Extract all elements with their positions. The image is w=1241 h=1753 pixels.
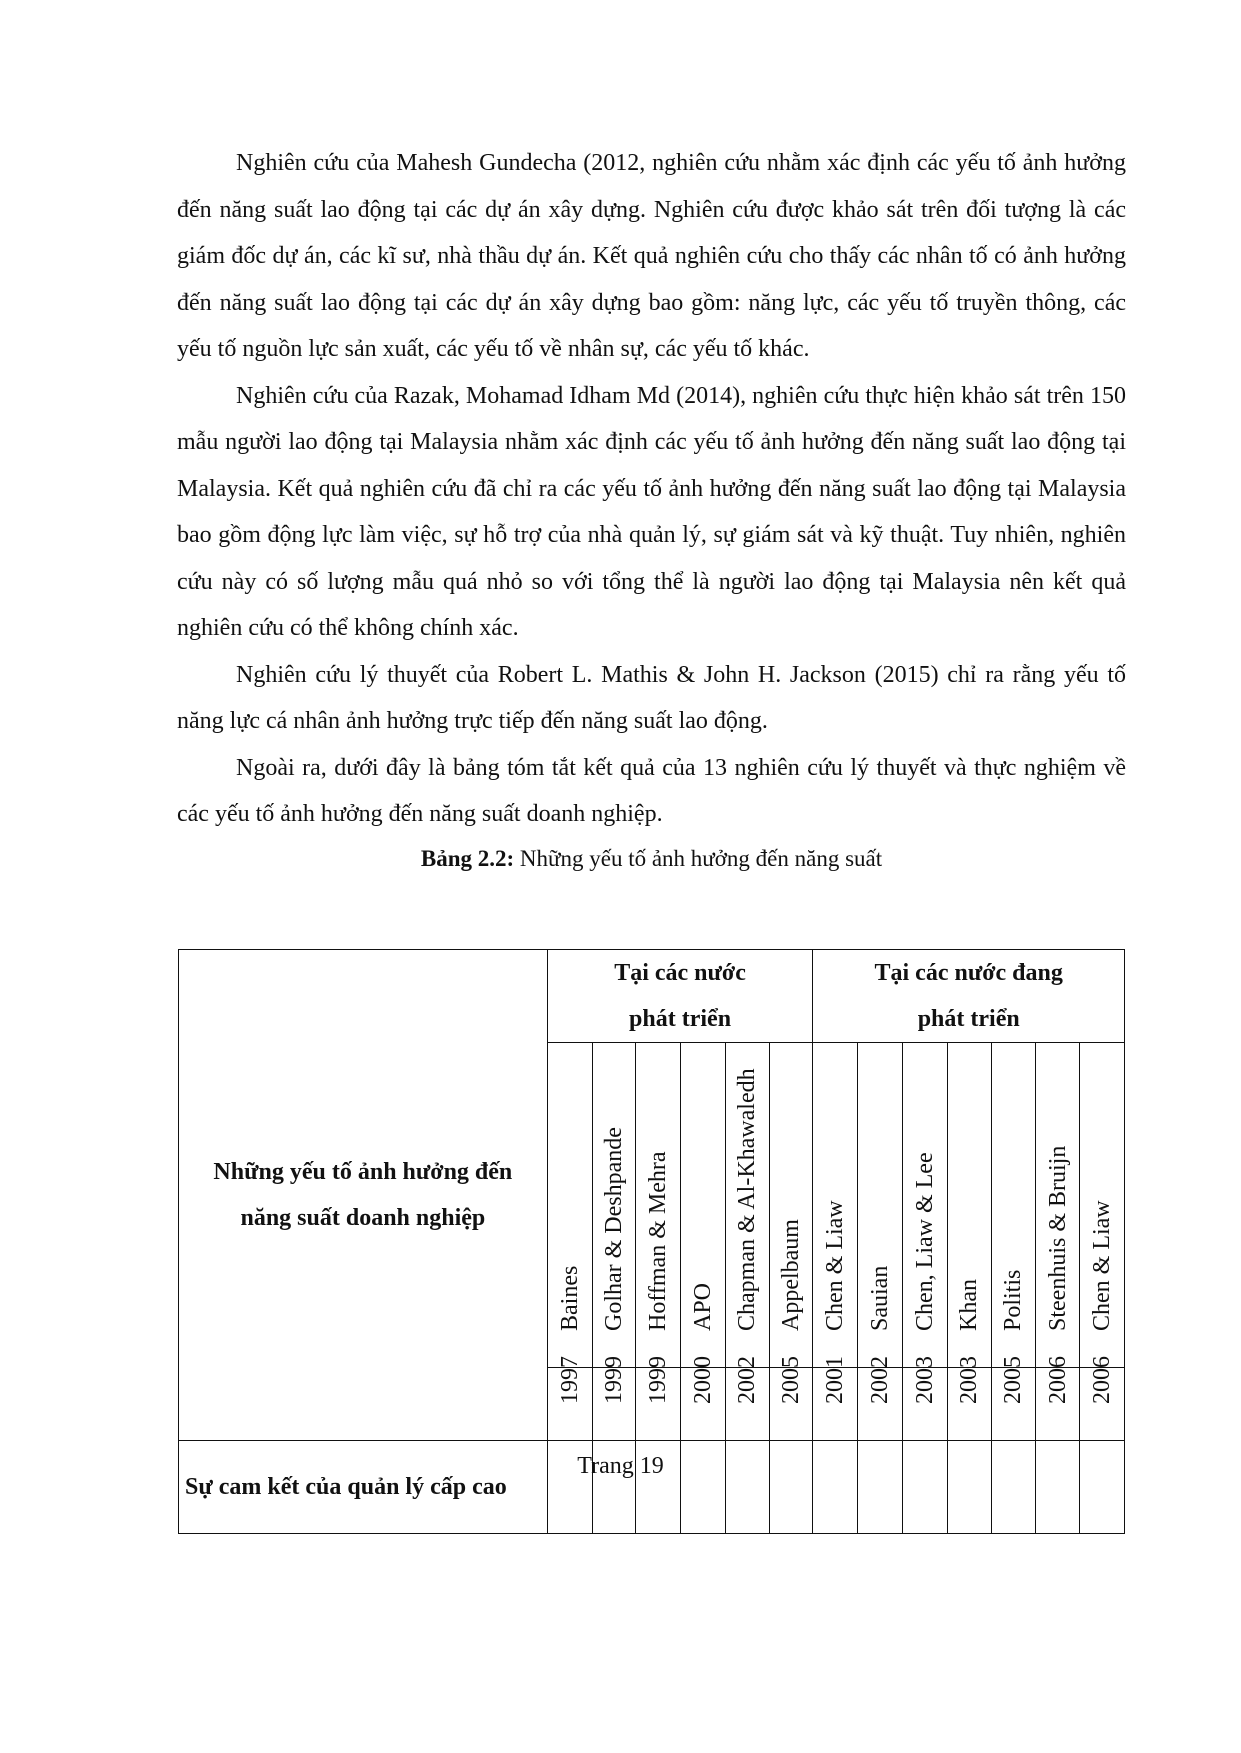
year-value: 1997 <box>556 1356 583 1404</box>
left-header-text: Những yếu tố ảnh hưởng đến năng suất doanh nghiệp <box>213 1159 513 1231</box>
year-value: 2002 <box>734 1356 761 1404</box>
year-cell <box>725 1356 769 1441</box>
year-cell <box>947 1356 991 1441</box>
year-value: 2003 <box>911 1356 938 1404</box>
author-cell <box>681 1043 726 1368</box>
author-name: Chen, Liaw & Lee <box>911 1152 938 1331</box>
table-caption <box>177 844 1126 882</box>
year-value: 2005 <box>777 1356 804 1404</box>
author-name: Chen & Liaw <box>1089 1200 1116 1331</box>
author-name: Steenhuis & Bruijn <box>1044 1145 1071 1331</box>
paragraph-2: Nghiên cứu của Razak, Mohamad Idham Md (2014), nghiên cứu thực hiện khảo sát trên 150 mẫu người lao động tại Malaysia nhằm xác định các yếu tố ảnh hưởng đến năng suất lao động tại Malaysia. Kết quả nghiên cứu đã chỉ ra các yếu tố ảnh hưởng đến năng suất lao động tại Malaysia bao gồm động lực làm việc, sự hỗ trợ của nhà quản lý, sự giám sát và kỹ thuật. Tuy nhiên, nghiên cứu này có số lượng mẫu quá nhỏ so với tổng thể là người lao động tại Malaysia nên kết quả nghiên cứu có thể không chính xác. <box>177 382 1126 641</box>
year-cell <box>991 1356 1036 1441</box>
author-name: Sauian <box>867 1265 894 1331</box>
author-cell <box>725 1043 769 1368</box>
group-developed-text: Tại các nước phát triển <box>614 960 746 1032</box>
year-cell <box>547 1356 592 1441</box>
author-name: Politis <box>1000 1269 1027 1331</box>
row-label-top-management: Sự cam kết của quản lý cấp cao <box>179 1441 548 1534</box>
author-cell <box>592 1043 636 1368</box>
year-value: 2002 <box>867 1356 894 1404</box>
year-cell <box>681 1356 726 1441</box>
year-value: 1999 <box>645 1356 672 1404</box>
page-number: Trang 19 <box>577 1453 664 1479</box>
author-name: Baines <box>556 1265 583 1331</box>
year-cell <box>813 1356 858 1441</box>
author-name: Appelbaum <box>777 1219 804 1331</box>
author-cell <box>813 1043 858 1368</box>
author-name: Khan <box>956 1279 983 1331</box>
author-cell <box>1036 1043 1080 1368</box>
year-cell <box>903 1356 948 1441</box>
author-cell <box>547 1043 592 1368</box>
year-cell <box>636 1356 681 1441</box>
author-cell <box>1080 1043 1125 1368</box>
author-cell <box>991 1043 1036 1368</box>
left-header-cell <box>179 950 548 1441</box>
author-name: Chapman & Al-Khawaledh <box>734 1068 761 1331</box>
author-cell <box>947 1043 991 1368</box>
table-caption-text: Những yếu tố ảnh hưởng đến năng suất <box>514 845 883 871</box>
author-name: APO <box>689 1282 716 1331</box>
year-cell <box>592 1356 636 1441</box>
year-value: 1999 <box>600 1356 627 1404</box>
year-cell <box>1080 1356 1125 1441</box>
year-value: 2001 <box>822 1356 849 1404</box>
author-cell <box>858 1043 903 1368</box>
factors-table <box>178 949 1125 1534</box>
group-developed-cell <box>547 950 813 1043</box>
paragraph-3: Nghiên cứu lý thuyết của Robert L. Mathis & John H. Jackson (2015) chỉ ra rằng yếu tố năng lực cá nhân ảnh hưởng trực tiếp đến năng suất lao động. <box>177 661 1126 734</box>
table-caption-number: Bảng 2.2: <box>420 845 515 871</box>
year-cell <box>769 1356 813 1441</box>
author-cell <box>769 1043 813 1368</box>
year-value: 2005 <box>1000 1356 1027 1404</box>
author-name: Golhar & Deshpande <box>600 1127 627 1331</box>
year-value: 2006 <box>1044 1356 1071 1404</box>
year-value: 2000 <box>689 1356 716 1404</box>
year-cell <box>1036 1356 1080 1441</box>
year-value: 2003 <box>956 1356 983 1404</box>
author-name: Hoffman & Mehra <box>645 1151 672 1331</box>
group-developing-text: Tại các nước đang phát triển <box>874 960 1063 1032</box>
author-name: Chen & Liaw <box>822 1200 849 1331</box>
paragraph-4: Ngoài ra, dưới đây là bảng tóm tắt kết quả của 13 nghiên cứu lý thuyết và thực nghiệm về các yếu tố ảnh hưởng đến năng suất doanh nghiệp. <box>177 754 1126 827</box>
paragraph-1: Nghiên cứu của Mahesh Gundecha (2012, nghiên cứu nhằm xác định các yếu tố ảnh hưởng đến năng suất lao động tại các dự án xây dựng. Nghiên cứu được khảo sát trên đối tượng là các giám đốc dự án, các kĩ sư, nhà thầu dự án. Kết quả nghiên cứu cho thấy các nhân tố có ảnh hưởng đến năng suất lao động tại các dự án xây dựng bao gồm: năng lực, các yếu tố truyền thông, các yếu tố nguồn lực sản xuất, các yếu tố về nhân sự, các yếu tố khác. <box>177 150 1126 362</box>
author-cell <box>903 1043 948 1368</box>
group-developing-cell <box>813 950 1125 1043</box>
year-value: 2006 <box>1089 1356 1116 1404</box>
author-cell <box>636 1043 681 1368</box>
year-cell <box>858 1356 903 1441</box>
group-header-row <box>179 950 1125 1043</box>
